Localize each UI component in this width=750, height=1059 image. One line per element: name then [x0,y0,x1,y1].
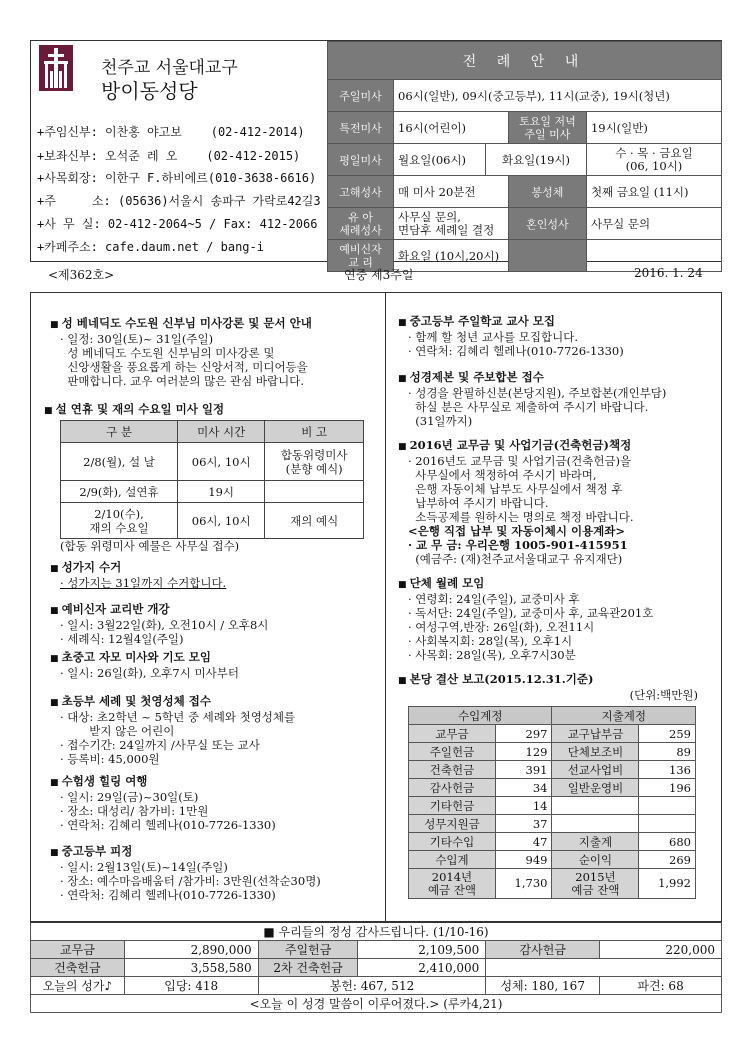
finance-table [408,706,696,899]
holiday-note: (합동 위령미사 예물은 사무실 접수) [60,539,240,553]
notice-line: 납부하여 주시기 바랍니다. [408,496,549,510]
marriage-label: 혼인성사 [508,208,586,240]
hymn-entrance: 입당: 418 [124,977,258,995]
notice-line: · 장소: 대성리/ 참가비: 1만원 [60,804,209,818]
offering-key: 건축헌금 [31,959,125,977]
notice-title: ■ 중고등부 피정 [50,844,384,860]
notice-title: ■ 성가지 수거 [50,560,380,576]
notice-mothers-mass [50,650,380,680]
offering-key: 2차 건축헌금 [258,959,358,977]
issue-date: 2016. 1. 24 [634,266,703,280]
finance-value: 1,730 [495,869,552,899]
notice-line: · 접수기간: 24일까지 /사무실 또는 교사 [60,738,260,752]
parish-name: 방이동성당 [101,79,198,103]
table-header: 미사 시간 [178,421,265,443]
communion-label: 봉성체 [508,176,586,208]
finance-key: 선교사업비 [552,761,639,779]
finance-row [409,725,696,743]
finance-value: 196 [639,779,696,797]
finance-row [409,869,696,899]
notice-title: ■ 본당 결산 보고(2015.12.31.기준) [398,672,720,688]
table-cell: 합동위령미사 (분향 예식) [265,443,364,481]
table-cell [265,481,364,503]
weekday-label: 평일미사 [328,144,394,176]
offering-value: 220,000 [600,941,722,959]
notice-line: · 함께 할 청년 교사를 모집합니다. [408,330,579,344]
infant-label: 유 아 세례성사 [328,208,394,240]
hymn-communion: 성체: 180, 167 [486,977,600,995]
finance-key: 지출계 [552,833,639,851]
finance-value: 297 [495,725,552,743]
notice-line: · 2016년도 교무금 및 사업기금(건축헌금)을 [408,454,632,468]
finance-key: 2015년 예금 잔액 [552,869,639,899]
finance-row [409,761,696,779]
hymn-offertory: 봉헌: 467, 512 [258,977,486,995]
liturgy-schedule-table [327,41,722,272]
issue-bar [30,262,722,284]
notice-dues [398,438,720,566]
finance-value: 949 [495,851,552,869]
finance-value [639,797,696,815]
table-cell: 2/10(수), 재의 수요일 [61,503,178,539]
notice-line: 은행 자동이체 납부도 사무실에서 책정 후 [408,482,623,496]
hymn-recessional: 파견: 68 [600,977,722,995]
special-value2: 19시(일반) [586,112,721,144]
notice-line: · 대상: 초2학년 ~ 5학년 중 세례와 첫영성체를 [60,710,296,724]
notice-benedict [50,316,380,388]
notice-title: ■ 2016년 교무금 및 사업기금(건축헌금)책정 [398,438,720,454]
finance-value: 680 [639,833,696,851]
notice-title: ■ 수험생 힐링 여행 [50,774,380,790]
notice-line: 판매합니다. 교우 여러분의 많은 관심 바랍니다. [60,374,304,388]
notice-line: · 독서단: 24일(주일), 교중미사 후, 교육관201호 [408,606,654,620]
notice-catechumen [50,602,380,646]
finance-value: 89 [639,743,696,761]
offering-key: 감사헌금 [486,941,600,959]
notice-line: 소득공제를 원하시는 명의로 책정 바랍니다. [408,510,634,524]
finance-key: 수입계 [409,851,496,869]
finance-key: 감사헌금 [409,779,496,797]
marriage-value: 사무실 문의 [586,208,721,240]
weekday-mon: 월요일(06시) [394,144,486,176]
table-cell: 재의 예식 [265,503,364,539]
unit-label: (단위:백만원) [629,688,698,702]
notice-line: 신앙생활을 풍요롭게 하는 신앙서적, 미디어등을 [60,360,308,374]
notice-title: ■ 성경제본 및 주보합본 접수 [398,370,720,386]
offering-key: 주일헌금 [258,941,358,959]
finance-row [409,779,696,797]
expense-header: 지출계정 [552,707,696,725]
finance-key: 일반운영비 [552,779,639,797]
finance-row [409,833,696,851]
finance-key: 2014년 예금 잔액 [409,869,496,899]
offering-table [30,922,722,1013]
notice-title: ■ 성 베네딕도 수도원 신부님 미사강론 및 문서 안내 [50,316,380,332]
special-label: 특전미사 [328,112,394,144]
issue-week: 연중 제3주일 [344,268,414,282]
notice-line: · 장소: 예수마음배움터 /참가비: 3만원(선착순30명) [60,874,321,888]
finance-row [409,797,696,815]
column-divider [385,292,386,922]
finance-value: 37 [495,815,552,833]
notice-line: · 일시: 3월22일(화), 오전10시 / 오후8시 [60,618,269,632]
notice-line: · 연락처: 김혜리 헬레나(010-7726-1330) [60,888,276,902]
table-header: 구 분 [61,421,178,443]
finance-key: 주일헌금 [409,743,496,761]
confession-label: 고해성사 [328,176,394,208]
catechumen-value: 화요일 (10시,20시) [394,240,509,272]
notice-monthly-meetings [398,576,720,662]
info-assistant: +보좌신부: 오석준 레 오 (02-412-2015) [37,149,301,163]
notice-line: 성 베네딕도 수도원 신부님의 미사강론 및 [60,346,275,360]
notice-line: · 일시: 29일(금)~30일(토) [60,790,199,804]
mass-value: 06시(일반), 09시(중고등부), 11시(교중), 19시(청년) [394,80,722,112]
table-cell: 2/9(화), 설연휴 [61,481,178,503]
empty-cell [486,959,722,977]
notice-line: · 여성구역,반장: 26일(화), 오전11시 [408,620,595,634]
notice-line: · 일시: 26일(화), 오후7시 미사부터 [60,666,239,680]
offering-value: 3,558,580 [124,959,258,977]
holiday-mass-table [60,420,364,539]
parish-logo [39,45,73,91]
notice-line: · 성가지는 31일까지 수거합니다. [60,576,227,590]
weekday-tue: 화요일(19시) [486,144,587,176]
notice-financial-report [398,672,720,702]
finance-value: 14 [495,797,552,815]
notice-title: ■ 단체 월례 모임 [398,576,720,592]
infant-value: 사무실 문의, 면담후 세례일 결정 [394,208,509,240]
notice-line: 받지 않은 어린이 [60,724,175,738]
special-label2: 토요일 저녁 주일 미사 [508,112,586,144]
confession-value: 매 미사 20분전 [394,176,509,208]
finance-value: 259 [639,725,696,743]
notice-line: · 사목회: 28일(목), 오후7시30분 [408,648,576,662]
notice-line: · 일정: 30일(토)~ 31일(주일) [60,332,214,346]
schedule-title: 전 례 안 내 [328,42,722,80]
offering-key: 교무금 [31,941,125,959]
finance-value: 269 [639,851,696,869]
notice-line: · 성경을 완필하신분(본당지원), 주보합본(개인부담) [408,386,667,400]
communion-value: 첫째 금요일 (11시) [586,176,721,208]
finance-key [552,815,639,833]
finance-key: 기타헌금 [409,797,496,815]
notice-youth-retreat [50,844,384,902]
finance-value: 129 [495,743,552,761]
account-holder: (예금주: (재)천주교서울대교구 유지재단) [408,552,623,566]
account-title: <은행 직접 납부 및 자동이체시 이용계좌> [408,524,626,538]
notice-title: ■ 설 연휴 및 재의 수요일 미사 일정 [44,402,380,418]
finance-key: 건축헌금 [409,761,496,779]
info-cafe: +카페주소: cafe.daum.net / bang-i [37,240,264,254]
finance-key: 단체보조비 [552,743,639,761]
finance-value [639,815,696,833]
notice-line: · 등록비: 45,000원 [60,752,160,766]
offering-value: 2,890,000 [124,941,258,959]
weekday-wed: 수 · 목 · 금요일 (06, 10시) [586,144,721,176]
finance-key: 교무금 [409,725,496,743]
offering-value: 2,109,500 [358,941,486,959]
notice-line: · 연령회: 24일(주일), 교중미사 후 [408,592,580,606]
finance-key: 성무지원금 [409,815,496,833]
notice-holiday-mass [44,402,380,553]
notice-healing-trip [50,774,380,832]
finance-value: 391 [495,761,552,779]
info-council: +사목회장: 이한구 F.하비에르(010-3638-6616) [37,171,317,185]
notice-line: 사무실에서 책정하여 주시기 바라며, [408,468,597,482]
notice-first-communion [50,694,380,766]
notice-line: 하실 분은 사무실로 제출하여 주시기 바랍니다. [408,400,649,414]
table-header: 비 고 [265,421,364,443]
finance-value: 47 [495,833,552,851]
finance-value: 1,992 [639,869,696,899]
parish-diocese: 천주교 서울대교구 [101,58,238,78]
catechumen-label: 예비신자 교 리 [328,240,394,272]
finance-key: 순이익 [552,851,639,869]
special-value: 16시(어린이) [394,112,509,144]
notice-line: (31일까지) [408,414,473,428]
notice-line: · 일시: 2월13일(토)~14일(주일) [60,860,228,874]
offering-title: ■ 우리들의 정성 감사드립니다. (1/10-16) [31,923,722,941]
notice-title: ■ 중고등부 주일학교 교사 모집 [398,314,718,330]
notice-bible-binding [398,370,720,428]
finance-row [409,743,696,761]
notice-line: · 연락처: 김혜리 헬레나(010-7726-1330) [60,818,276,832]
notice-title: ■ 초등부 세례 및 첫영성체 접수 [50,694,380,710]
offering-title-text: 우리들의 정성 감사드립니다. (1/10-16) [278,925,489,939]
header-box [30,40,722,269]
notice-line: · 사회복지회: 28일(목), 오후1시 [408,634,573,648]
issue-number: <제362호> [48,268,115,282]
finance-row [409,815,696,833]
info-pastor: +주임신부: 이찬홍 야고보 (02-412-2014) [37,125,305,139]
table-cell: 19시 [178,481,265,503]
account-number: · 교 무 금: 우리은행 1005-901-415951 [408,538,628,552]
finance-key: 교구납부금 [552,725,639,743]
offering-value: 2,410,000 [358,959,486,977]
notice-teacher-recruit [398,314,718,358]
table-cell: 06시, 10시 [178,503,265,539]
finance-key: 기타수입 [409,833,496,851]
notice-line: · 세례식: 12월4일(주일) [60,632,184,646]
finance-value: 136 [639,761,696,779]
finance-row [409,851,696,869]
table-cell: 2/8(월), 설 날 [61,443,178,481]
income-header: 수입계정 [409,707,552,725]
notice-title: ■ 초중고 자모 미사와 기도 모임 [50,650,380,666]
notice-line: · 연락처: 김혜리 헬레나(010-7726-1330) [408,344,624,358]
cross-logo-icon [39,45,73,91]
notice-palm-collection [50,560,380,590]
finance-key [552,797,639,815]
finance-value: 34 [495,779,552,797]
table-cell: 06시, 10시 [178,443,265,481]
info-address: +주 소: (05636)서울시 송파구 가락로42길3 [37,194,321,208]
hymn-label: 오늘의 성가♪ [31,977,125,995]
info-office: +사 무 실: 02-412-2064~5 / Fax: 412-2066 [37,217,318,231]
mass-label: 주일미사 [328,80,394,112]
notice-title: ■ 예비신자 교리반 개강 [50,602,380,618]
gospel-verse: <오늘 이 성경 말씀이 이루어졌다.> (루카4,21) [31,995,722,1013]
